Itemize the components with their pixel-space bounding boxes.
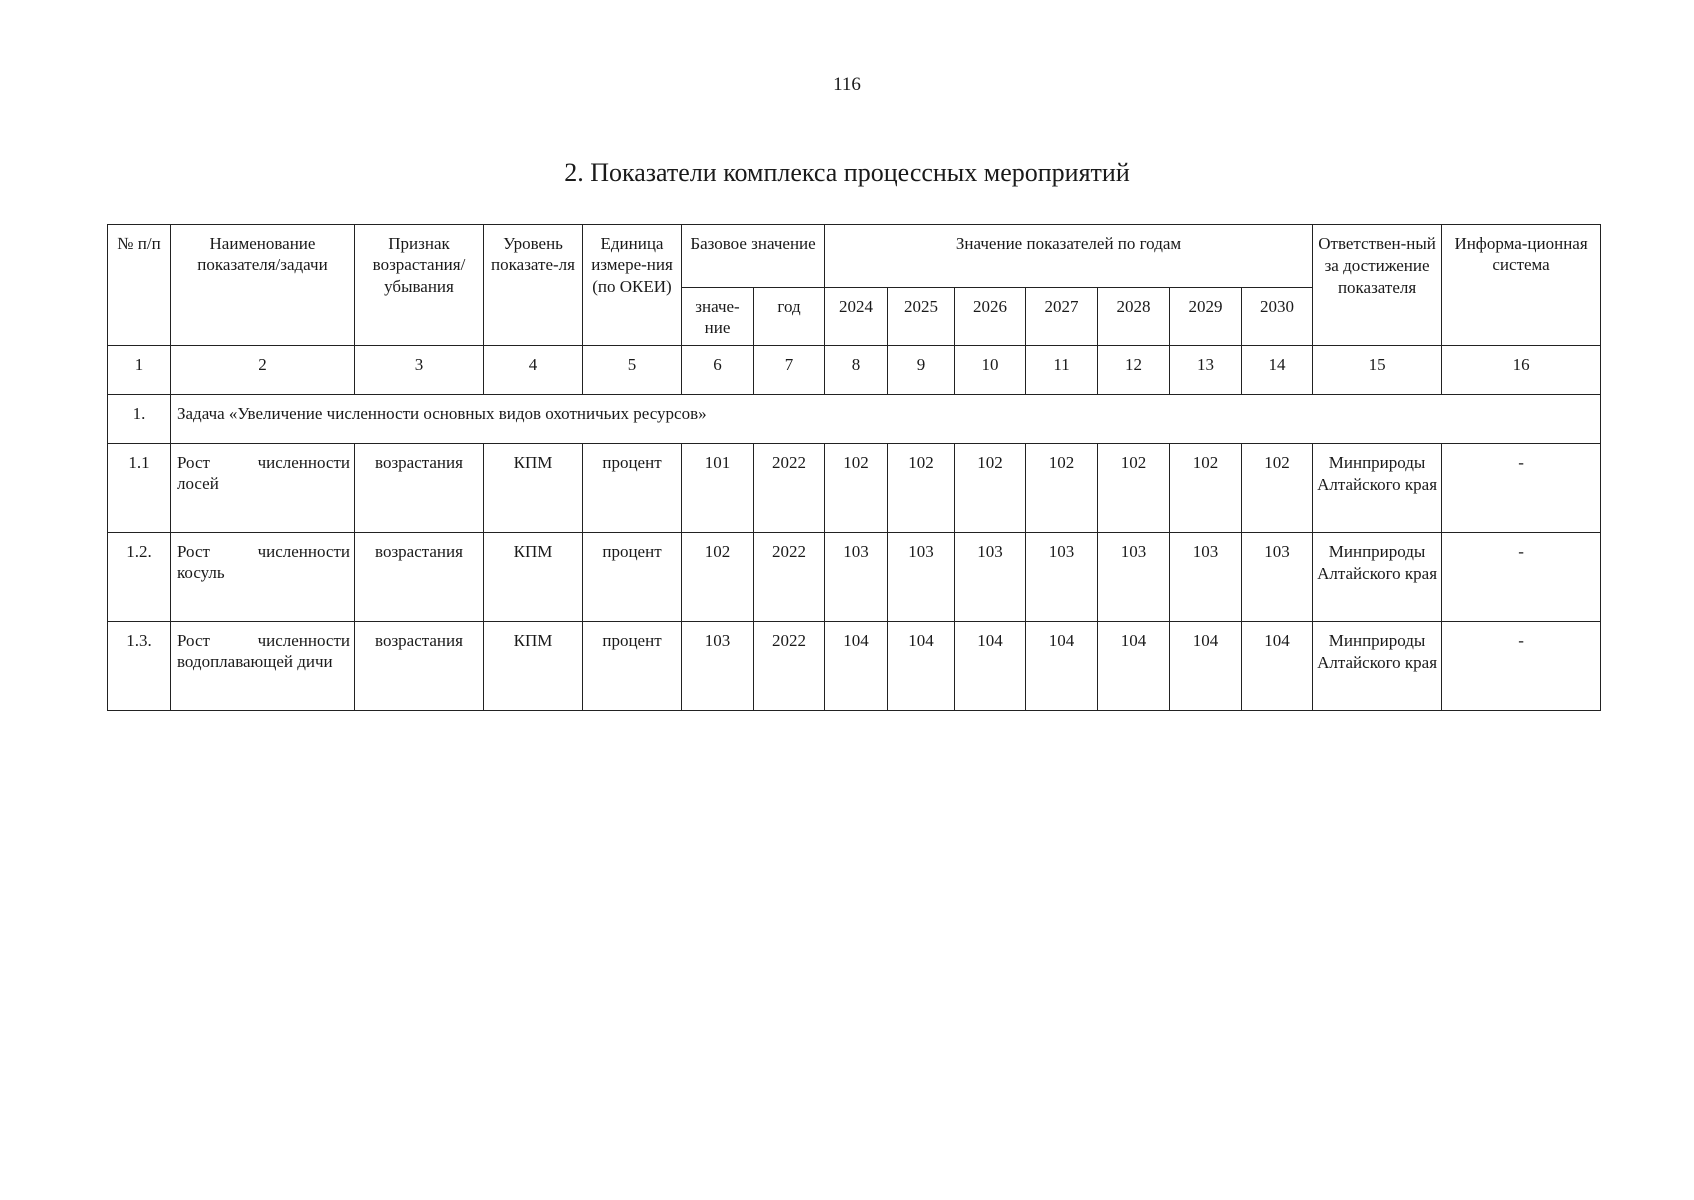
year-value: 104 (1242, 622, 1313, 711)
header-row-1 (108, 225, 1601, 288)
year-value: 104 (825, 622, 888, 711)
column-number: 7 (754, 346, 825, 395)
year-value: 102 (1242, 444, 1313, 533)
task-row (108, 395, 1601, 444)
year-value: 102 (1098, 444, 1170, 533)
column-number: 3 (355, 346, 484, 395)
header-years-group: Значение показателей по годам (825, 225, 1313, 288)
indicator-unit: процент (583, 444, 682, 533)
row-number: 1.3. (108, 622, 171, 711)
header-year: 2026 (955, 288, 1026, 346)
year-value: 103 (888, 533, 955, 622)
column-number: 1 (108, 346, 171, 395)
header-base-value: значе-ние (682, 288, 754, 346)
column-number: 12 (1098, 346, 1170, 395)
column-number: 13 (1170, 346, 1242, 395)
base-value: 103 (682, 622, 754, 711)
column-number: 5 (583, 346, 682, 395)
base-year: 2022 (754, 533, 825, 622)
header-year: 2027 (1026, 288, 1098, 346)
column-number: 6 (682, 346, 754, 395)
column-numbers-row (108, 346, 1601, 395)
row-number: 1.1 (108, 444, 171, 533)
indicator-name: Рост численности лосей (171, 444, 355, 533)
year-value: 103 (955, 533, 1026, 622)
year-value: 103 (1098, 533, 1170, 622)
responsible-org: Минприроды Алтайского края (1313, 622, 1442, 711)
indicator-unit: процент (583, 622, 682, 711)
column-number: 9 (888, 346, 955, 395)
header-info-system: Информа-ционная система (1442, 225, 1601, 346)
page-number: 116 (833, 74, 861, 95)
column-number: 8 (825, 346, 888, 395)
base-value: 102 (682, 533, 754, 622)
indicator-sign: возрастания (355, 622, 484, 711)
year-value: 104 (1170, 622, 1242, 711)
indicator-level: КПМ (484, 533, 583, 622)
header-year: 2024 (825, 288, 888, 346)
responsible-org: Минприроды Алтайского края (1313, 533, 1442, 622)
year-value: 104 (888, 622, 955, 711)
responsible-org: Минприроды Алтайского края (1313, 444, 1442, 533)
header-sign: Признак возрастания/ убывания (355, 225, 484, 346)
header-unit: Единица измере-ния (по ОКЕИ) (583, 225, 682, 346)
header-level: Уровень показате-ля (484, 225, 583, 346)
info-system: - (1442, 444, 1601, 533)
task-title: Задача «Увеличение численности основных видов охотничьих ресурсов» (171, 395, 1601, 444)
row-number: 1.2. (108, 533, 171, 622)
year-value: 104 (955, 622, 1026, 711)
info-system: - (1442, 622, 1601, 711)
page-title: 2. Показатели комплекса процессных мероприятий (564, 158, 1130, 187)
header-base-year: год (754, 288, 825, 346)
indicator-level: КПМ (484, 622, 583, 711)
year-value: 103 (1242, 533, 1313, 622)
table-row (108, 533, 1601, 622)
column-number: 2 (171, 346, 355, 395)
year-value: 104 (1098, 622, 1170, 711)
indicators-table (107, 224, 1601, 711)
indicator-name: Рост численности водоплавающей дичи (171, 622, 355, 711)
column-number: 11 (1026, 346, 1098, 395)
table-row (108, 622, 1601, 711)
task-number: 1. (108, 395, 171, 444)
info-system: - (1442, 533, 1601, 622)
year-value: 103 (1170, 533, 1242, 622)
base-year: 2022 (754, 444, 825, 533)
column-number: 4 (484, 346, 583, 395)
header-num: № п/п (108, 225, 171, 346)
header-year: 2025 (888, 288, 955, 346)
indicator-name: Рост численности косуль (171, 533, 355, 622)
column-number: 10 (955, 346, 1026, 395)
header-year: 2029 (1170, 288, 1242, 346)
header-name: Наименование показателя/задачи (171, 225, 355, 346)
column-number: 14 (1242, 346, 1313, 395)
year-value: 102 (1026, 444, 1098, 533)
year-value: 103 (1026, 533, 1098, 622)
header-year: 2030 (1242, 288, 1313, 346)
base-year: 2022 (754, 622, 825, 711)
header-responsible: Ответствен-ный за достижение показателя (1313, 225, 1442, 346)
year-value: 102 (955, 444, 1026, 533)
base-value: 101 (682, 444, 754, 533)
indicator-level: КПМ (484, 444, 583, 533)
year-value: 103 (825, 533, 888, 622)
header-year: 2028 (1098, 288, 1170, 346)
header-base-group: Базовое значение (682, 225, 825, 288)
indicator-sign: возрастания (355, 444, 484, 533)
year-value: 102 (1170, 444, 1242, 533)
column-number: 15 (1313, 346, 1442, 395)
indicator-unit: процент (583, 533, 682, 622)
year-value: 102 (888, 444, 955, 533)
year-value: 104 (1026, 622, 1098, 711)
year-value: 102 (825, 444, 888, 533)
indicator-sign: возрастания (355, 533, 484, 622)
table-row (108, 444, 1601, 533)
column-number: 16 (1442, 346, 1601, 395)
